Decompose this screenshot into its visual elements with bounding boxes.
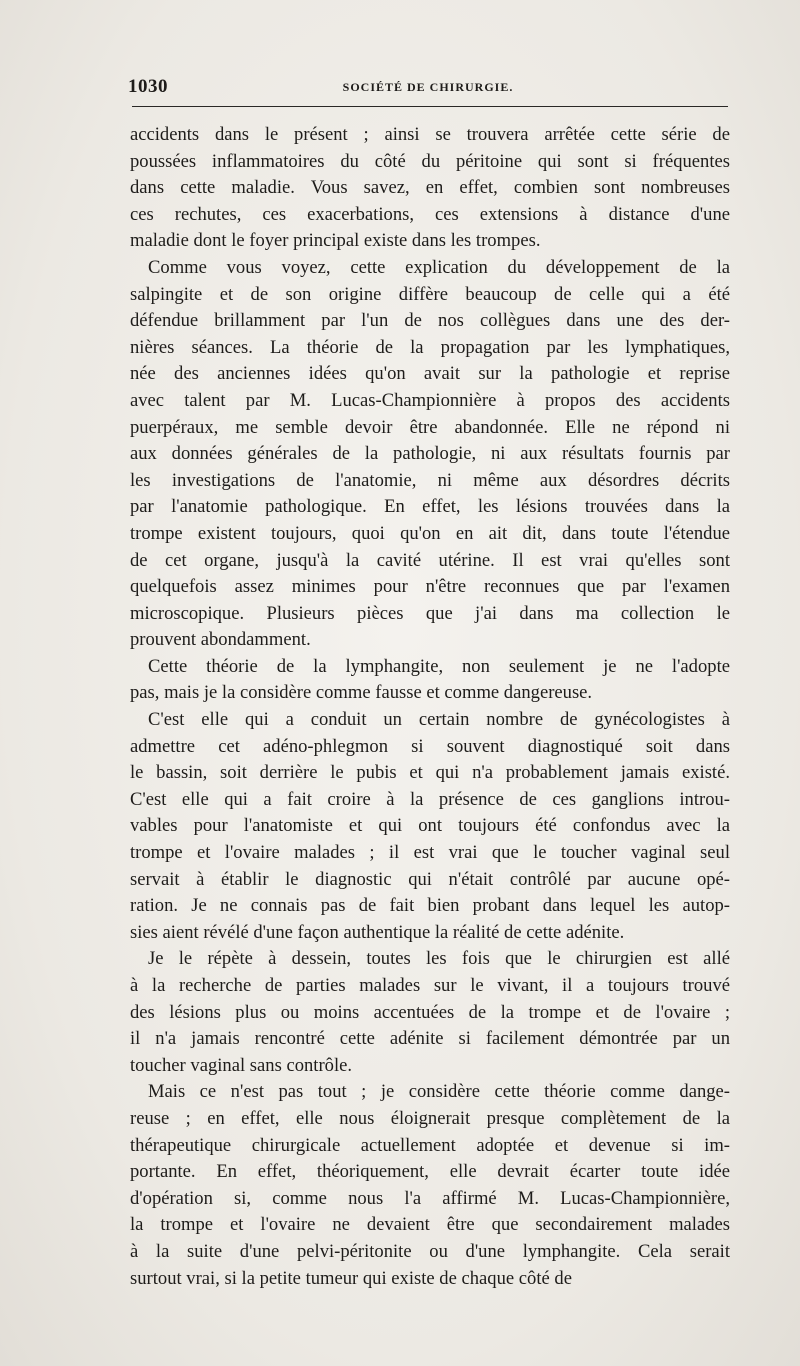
text-line: les investigations de l'anatomie, ni même aux désordres décrits [130,469,730,491]
text-line: dans cette maladie. Vous savez, en effet, combien sont nombreuses [130,177,730,199]
text-line: défendue brillamment par l'un de nos collègues dans une des der- [130,310,730,332]
text-line: poussées inflammatoires du côté du péritoine qui sont si fréquentes [130,150,730,172]
header-rule [132,106,728,107]
paragraph [130,707,730,946]
text-line: servait à établir le diagnostic qui n'était contrôlé par aucune opé- [130,868,730,890]
text-line: toucher vaginal sans contrôle. [130,1054,353,1076]
text-line: trompe existent toujours, quoi qu'on en ait dit, dans toute l'étendue [130,522,730,544]
page-number: 1030 [128,76,168,97]
text-line: prouvent abondamment. [130,629,311,651]
text-line: la trompe et l'ovaire ne devaient être que secondairement malades [130,1214,730,1236]
text-line: des lésions plus ou moins accentuées de la trompe et de l'ovaire ; [130,1001,730,1023]
body-text [130,122,730,1292]
paragraph [130,122,730,255]
text-line: Comme vous voyez, cette explication du développement de la [148,256,730,278]
text-line: Je le répète à dessein, toutes les fois que le chirurgien est allé [148,948,730,970]
running-head: SOCIÉTÉ DE CHIRURGIE. [342,80,514,94]
text-line: à la recherche de parties malades sur le vivant, il a toujours trouvé [130,975,730,996]
text-line: ces rechutes, ces exacerbations, ces extensions à distance d'une [130,203,730,225]
text-line: microscopique. Plusieurs pièces que j'ai dans ma collection le [130,602,730,624]
text-line: sies aient révélé d'une façon authentique la réalité de cette adénite. [130,921,625,943]
text-line: vables pour l'anatomiste et qui ont toujours été confondus avec la [130,815,730,837]
text-line: puerpéraux, me semble devoir être abandonnée. Elle ne répond ni [130,416,730,438]
text-line: trompe et l'ovaire malades ; il est vrai que le toucher vaginal seul [130,842,730,864]
paragraph [130,255,730,654]
text-line: nières séances. La théorie de la propagation par les lymphatiques, [130,336,730,358]
page-header [128,76,728,100]
text-line: aux données générales de la pathologie, ni aux résultats fournis par [130,443,730,465]
text-line: maladie dont le foyer principal existe dans les trompes. [130,230,541,252]
text-line: accidents dans le présent ; ainsi se trouvera arrêtée cette série de [130,124,730,145]
text-line: admettre cet adéno-phlegmon si souvent diagnostiqué soit dans [130,735,730,757]
text-line: reuse ; en effet, elle nous éloignerait presque complètement de la [130,1107,730,1129]
text-line: quelquefois assez minimes pour n'être reconnues que par l'examen [130,576,730,598]
text-line: pas, mais je la considère comme fausse et comme dangereuse. [130,682,593,704]
text-line: avec talent par M. Lucas-Championnière à propos des accidents [130,389,730,411]
paragraph [130,1079,730,1292]
text-line: ration. Je ne connais pas de fait bien probant dans lequel les autop- [130,895,730,917]
text-line: Cette théorie de la lymphangite, non seulement je ne l'adopte [148,655,730,677]
text-line: C'est elle qui a fait croire à la présence de ces ganglions introu- [130,788,730,810]
text-line: par l'anatomie pathologique. En effet, les lésions trouvées dans la [130,496,730,518]
text-line: d'opération si, comme nous l'a affirmé M. Lucas-Championnière, [130,1187,730,1209]
text-line: Mais ce n'est pas tout ; je considère cette théorie comme dange- [148,1081,730,1103]
paragraph [130,946,730,1079]
text-line: née des anciennes idées qu'on avait sur la pathologie et reprise [130,363,730,385]
text-line: il n'a jamais rencontré cette adénite si facilement démontrée par un [130,1028,730,1050]
text-line: C'est elle qui a conduit un certain nombre de gynécologistes à [148,709,730,731]
text-line: à la suite d'une pelvi-péritonite ou d'une lymphangite. Cela serait [130,1240,730,1262]
text-line: surtout vrai, si la petite tumeur qui existe de chaque côté de [130,1267,572,1289]
paragraph [130,654,730,707]
text-line: salpingite et de son origine diffère beaucoup de celle qui a été [130,283,730,305]
text-line: de cet organe, jusqu'à la cavité utérine. Il est vrai qu'elles sont [130,549,730,571]
text-line: portante. En effet, théoriquement, elle devrait écarter toute idée [130,1161,730,1183]
text-line: thérapeutique chirurgicale actuellement adoptée et devenue si im- [130,1134,730,1156]
text-line: le bassin, soit derrière le pubis et qui n'a probablement jamais existé. [130,762,730,784]
